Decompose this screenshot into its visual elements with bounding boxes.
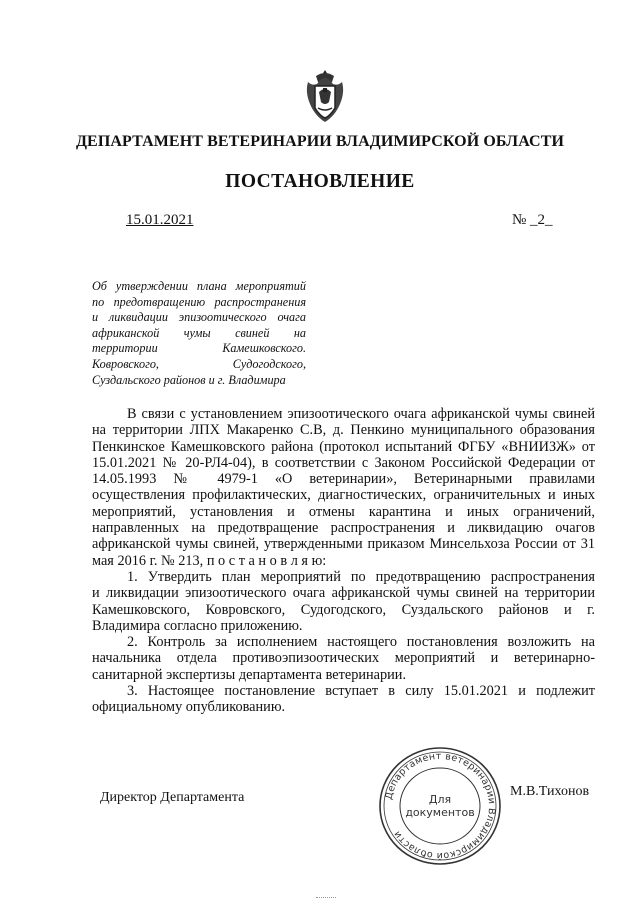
official-stamp — [376, 745, 504, 867]
body-line: Пенкинское Камешковского района (протокол испытаний ФГБУ «ВНИИЗЖ» от — [92, 438, 595, 455]
stamp-center-line: Для — [428, 793, 452, 806]
body-line: 15.01.2021 № 20-РЛ4-04), в соответствии с Законом Российской Федерации от — [92, 454, 595, 471]
page-footer-mark — [316, 897, 336, 900]
coat-of-arms-icon — [304, 68, 346, 124]
signatory-name: М.В.Тихонов — [510, 784, 590, 799]
resolution-body — [92, 406, 595, 716]
item-1-line: и ликвидации эпизоотического очага африканской чумы свиней на территории — [92, 585, 595, 602]
item-1-line: 1. Утвердить план мероприятий по предотвращению распространения — [127, 568, 595, 585]
stamp-center-line: документов — [405, 806, 475, 819]
item-1-line: Камешковского, Ковровского, Судогодского, Суздальского районов и г. — [92, 601, 595, 618]
signatory-position: Директор Департамента — [100, 790, 245, 805]
subject-line: территории Камешковского. — [92, 341, 306, 356]
subject-line: по предотвращению распространения — [92, 294, 306, 309]
body-line: В связи с установлением эпизоотического очага африканской чумы свиней — [127, 406, 595, 422]
body-line: африканской чумы свиней, утвержденными приказом Минсельхоза России от 31 — [92, 536, 595, 553]
item-2-line: начальника отдела противоэпизоотических мероприятий и ветеринарно- — [92, 650, 595, 667]
subject-block — [92, 279, 306, 388]
body-line: мероприятий, установления и отмены карантина и иных ограничений, — [92, 503, 595, 520]
body-line: на территории ЛПХ Макаренко С.В, д. Пенкино муниципального образования — [92, 422, 595, 439]
subject-line: и ликвидации эпизоотического очага — [92, 310, 306, 325]
body-line: 14.05.1993 № 4979-1 «О ветеринарии», Ветеринарными правилами — [92, 471, 595, 488]
department-name: ДЕПАРТАМЕНТ ВЕТЕРИНАРИИ ВЛАДИМИРСКОЙ ОБЛАСТИ — [75, 133, 565, 150]
subject-line: африканской чумы свиней на — [92, 325, 306, 340]
item-3-line: 3. Настоящее постановление вступает в силу 15.01.2021 и подлежит — [127, 683, 595, 700]
subject-line: Об утверждении плана мероприятий — [92, 279, 306, 293]
subject-line: Суздальского районов и г. Владимира — [92, 372, 286, 387]
subject-line: Ковровского, Судогодского, — [92, 356, 306, 371]
stamp-ring-text: Департамент ветеринарии Владимирской области — [383, 750, 498, 862]
document-number: № _2_ — [512, 212, 553, 228]
item-1-line: Владимира согласно приложению. — [92, 617, 303, 634]
item-3-line: официальному опубликованию. — [92, 699, 286, 716]
body-line: мая 2016 г. № 213, п о с т а н о в л я ю: — [92, 552, 327, 569]
document-type-title: ПОСТАНОВЛЕНИЕ — [225, 171, 415, 192]
body-line: направленных на предотвращение распространения и ликвидацию очагов — [92, 520, 595, 537]
item-2-line: 2. Контроль за исполнением настоящего постановления возложить на — [127, 634, 595, 651]
document-date: 15.01.2021 — [126, 212, 194, 228]
body-line: осуществления профилактических, диагностических, ограничительных и иных — [92, 487, 595, 504]
item-2-line: санитарной экспертизы департамента ветеринарии. — [92, 666, 407, 683]
